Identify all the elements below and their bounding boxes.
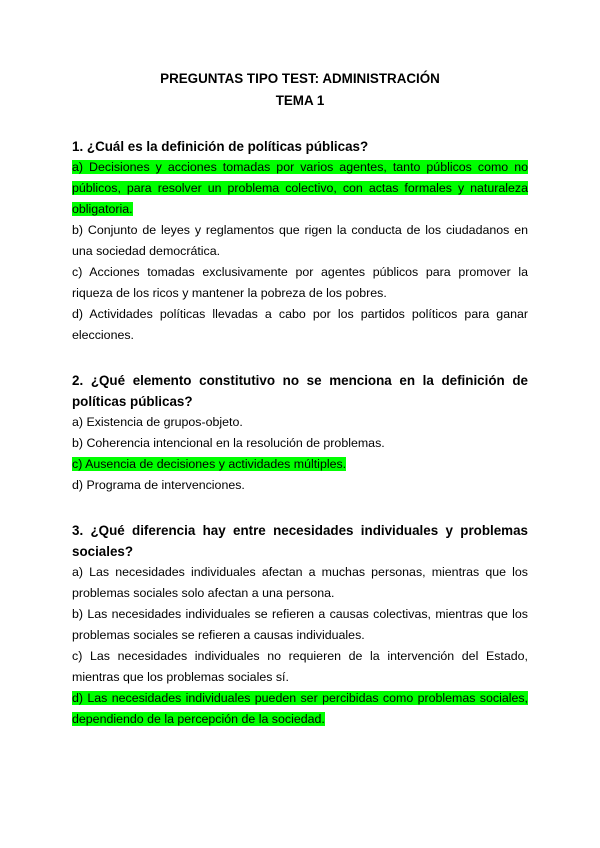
option-a: a) Existencia de grupos-objeto.: [72, 415, 243, 429]
option-d: d) Programa de intervenciones.: [72, 478, 245, 492]
document-subtitle: TEMA 1: [275, 93, 325, 108]
question-2: [72, 370, 528, 496]
option-b: b) Conjunto de leyes y reglamentos que rigen la conducta de los ciudadanos en una sociedad democrática.: [72, 223, 528, 258]
question-text: 2. ¿Qué elemento constitutivo no se menciona en la definición de políticas públicas?: [72, 373, 528, 409]
correct-answer-highlight: c) Ausencia de decisiones y actividades múltiples.: [72, 457, 347, 471]
document-page: [72, 68, 528, 754]
correct-answer-highlight: d) Las necesidades individuales pueden ser percibidas como problemas sociales, dependiendo de la percepción de la sociedad.: [72, 691, 528, 726]
question-1: [72, 136, 528, 346]
option-a-correct: [72, 157, 528, 220]
correct-answer-highlight: a) Decisiones y acciones tomadas por varios agentes, tanto públicos como no públicos, para resolver un problema colectivo, con actas formales y naturaleza obligatoria.: [72, 160, 528, 216]
question-text: 3. ¿Qué diferencia hay entre necesidades individuales y problemas sociales?: [72, 523, 528, 559]
option-c-correct: [72, 454, 528, 475]
question-3: [72, 520, 528, 730]
option-b: b) Coherencia intencional en la resolución de problemas.: [72, 436, 385, 450]
option-d: d) Actividades políticas llevadas a cabo por los partidos políticos para ganar elecciones.: [72, 307, 528, 342]
document-title: PREGUNTAS TIPO TEST: ADMINISTRACIÓN: [160, 71, 440, 86]
option-b: b) Las necesidades individuales se refieren a causas colectivas, mientras que los problemas sociales se refieren a causas individuales.: [72, 607, 528, 642]
option-c: c) Las necesidades individuales no requieren de la intervención del Estado, mientras que los problemas sociales sí.: [72, 649, 528, 684]
option-a: a) Las necesidades individuales afectan a muchas personas, mientras que los problemas sociales solo afectan a una persona.: [72, 565, 528, 600]
option-c: c) Acciones tomadas exclusivamente por agentes públicos para promover la riqueza de los ricos y mantener la pobreza de los pobres.: [72, 265, 528, 300]
question-text: 1. ¿Cuál es la definición de políticas públicas?: [72, 139, 369, 154]
option-d-correct: [72, 688, 528, 730]
